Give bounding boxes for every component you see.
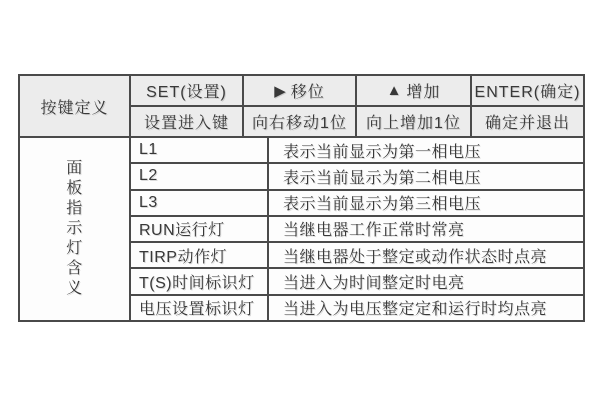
group-label-char: 指 [66, 200, 83, 217]
up-triangle-icon: ▲ [386, 82, 402, 99]
enter-key-title: ENTER(确定) [472, 76, 583, 105]
shift-key-title-text: 移位 [290, 84, 325, 101]
group-label-char: 板 [66, 180, 83, 197]
panel-indicator-section [20, 138, 583, 320]
key-definition-group-label: 按键定义 [20, 76, 129, 136]
group-label-char: 含 [66, 260, 83, 277]
indicator-description: 当进入为时间整定时电亮 [269, 269, 583, 293]
increase-key-title-text: 增加 [406, 84, 441, 101]
shift-key-desc: 向右移动1位 [244, 107, 355, 136]
group-label-char: 示 [66, 220, 83, 237]
indicator-description: 当继电器工作正常时常亮 [269, 217, 583, 241]
indicator-description: 表示当前显示为第三相电压 [269, 191, 583, 215]
indicator-description: 当进入为电压整定定和运行时均点亮 [269, 296, 583, 320]
indicator-description: 当继电器处于整定或动作状态时点亮 [269, 243, 583, 267]
increase-key-title [357, 76, 470, 105]
indicator-name: L1 [131, 138, 267, 162]
group-label-char: 义 [66, 280, 83, 297]
indicator-name: RUN运行灯 [131, 217, 267, 241]
key-definition-section [20, 76, 583, 136]
set-key-desc: 设置进入键 [131, 107, 242, 136]
indicator-description: 表示当前显示为第一相电压 [269, 138, 583, 162]
set-key-title: SET(设置) [131, 76, 242, 105]
enter-key-desc: 确定并退出 [472, 107, 583, 136]
definition-table [18, 74, 585, 322]
group-label-char: 灯 [66, 240, 83, 257]
panel-indicator-group-label [20, 138, 129, 320]
shift-key-title [244, 76, 355, 105]
group-label-char: 面 [66, 160, 83, 177]
indicator-description: 表示当前显示为第二相电压 [269, 164, 583, 188]
indicator-name: L3 [131, 191, 267, 215]
indicator-name: 电压设置标识灯 [131, 296, 267, 320]
right-triangle-icon: ▶ [274, 82, 286, 100]
increase-key-desc: 向上增加1位 [357, 107, 470, 136]
indicator-name: L2 [131, 164, 267, 188]
indicator-name: TIRP动作灯 [131, 243, 267, 267]
indicator-name: T(S)时间标识灯 [131, 269, 267, 293]
